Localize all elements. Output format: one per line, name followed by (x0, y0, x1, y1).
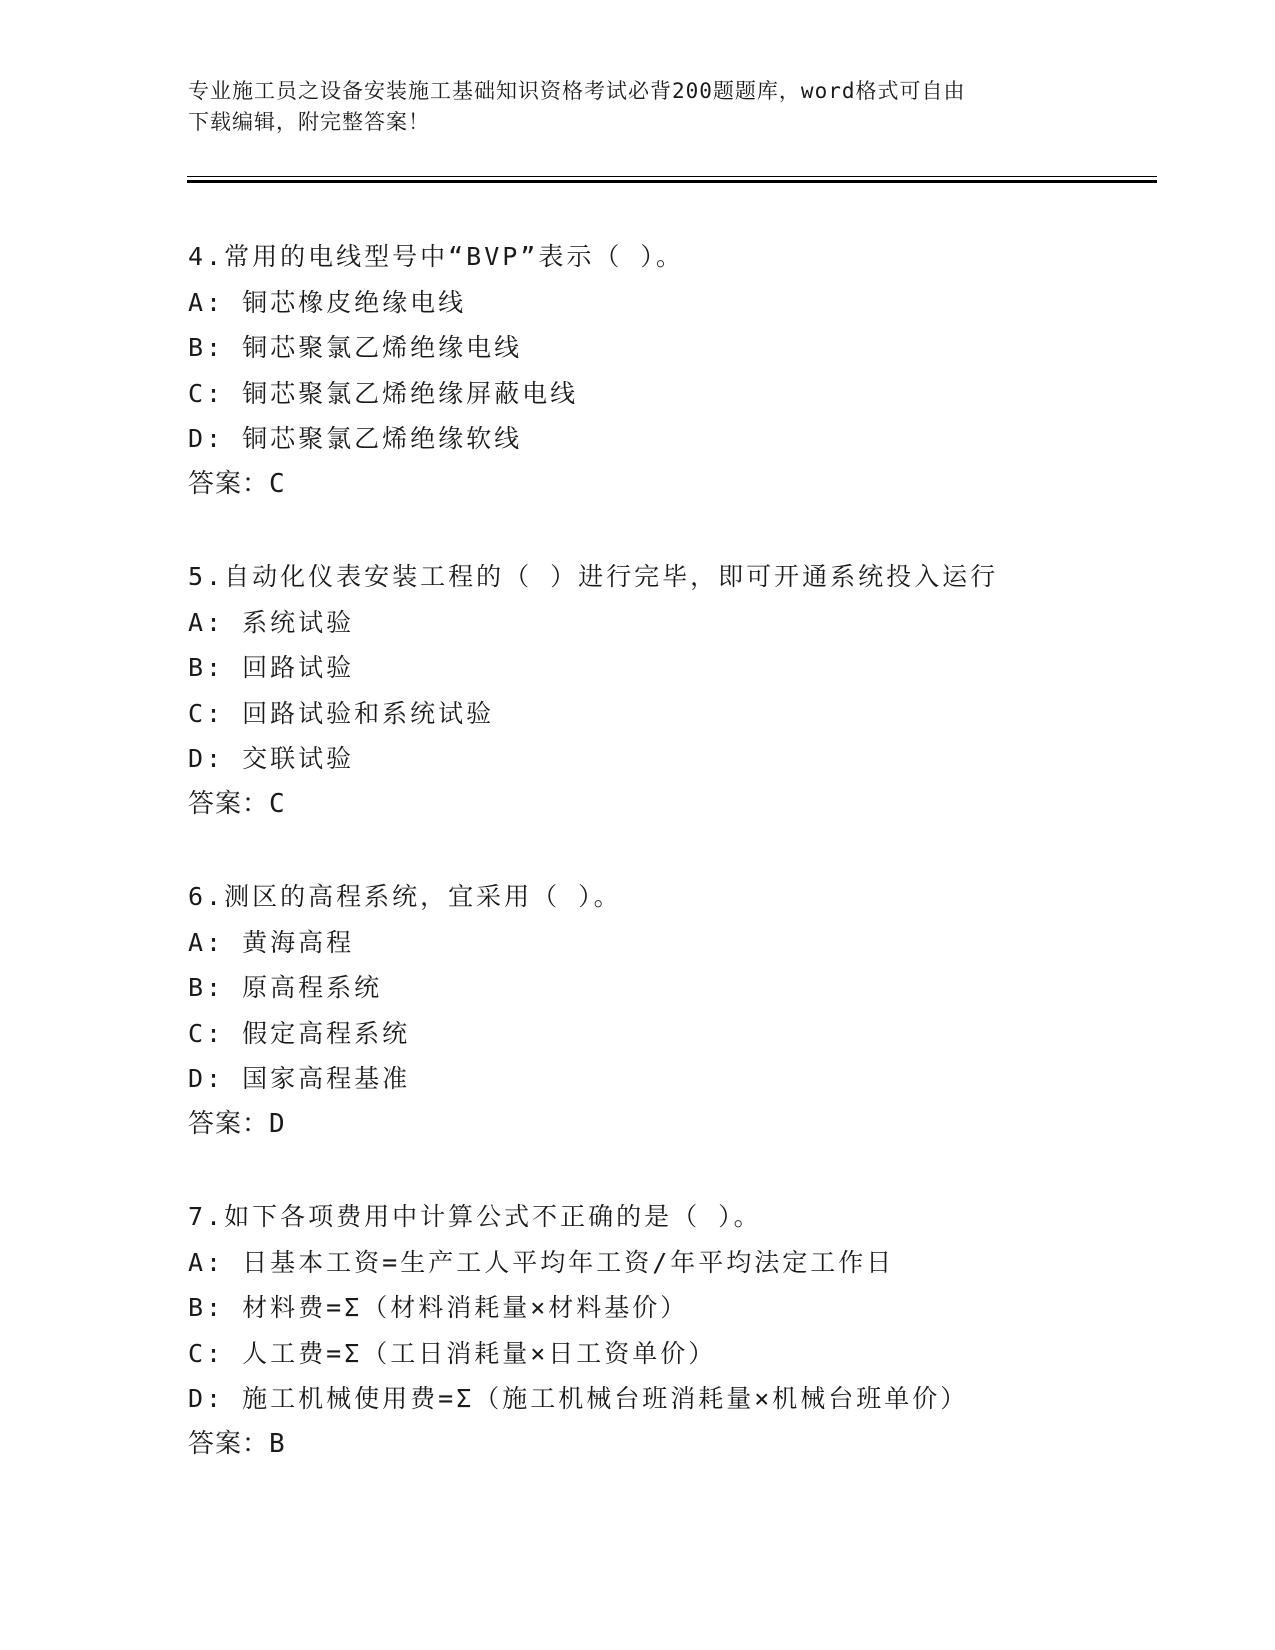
option-b: B: 材料费=Σ（材料消耗量×材料基价） (188, 1293, 689, 1322)
header-divider-thick (187, 180, 1157, 183)
option-d: D: 铜芯聚氯乙烯绝缘软线 (188, 424, 523, 453)
option-d: D: 国家高程基准 (188, 1064, 411, 1093)
header-line-2: 下载编辑，附完整答案！ (188, 110, 430, 134)
question-7 (188, 1194, 1148, 1467)
option-c: C: 假定高程系统 (188, 1018, 411, 1048)
question-5 (188, 554, 1148, 827)
option-c: C: 人工费=Σ（工日消耗量×日工资单价） (188, 1338, 717, 1368)
option-c: C: 回路试验和系统试验 (188, 698, 495, 728)
option-d: D: 施工机械使用费=Σ（施工机械台班消耗量×机械台班单价） (188, 1384, 969, 1413)
question-stem: 6.测区的高程系统，宜采用（ ）。 (188, 882, 622, 911)
option-a: A: 铜芯橡皮绝缘电线 (188, 287, 467, 317)
answer-label: 答案： (188, 788, 270, 819)
answer-value: D (269, 1108, 286, 1139)
answer-line (188, 1102, 1148, 1148)
answer-value: C (269, 468, 286, 499)
answer-value: C (269, 788, 286, 819)
option-c: C: 铜芯聚氯乙烯绝缘屏蔽电线 (188, 378, 579, 408)
answer-label: 答案： (188, 1108, 270, 1139)
answer-line (188, 782, 1148, 828)
option-b: B: 原高程系统 (188, 973, 383, 1002)
header-line-1: 专业施工员之设备安装施工基础知识资格考试必背200题题库，word格式可自由 (188, 79, 966, 103)
option-a: A: 日基本工资=生产工人平均年工资/年平均法定工作日 (188, 1247, 895, 1277)
question-stem: 4.常用的电线型号中“BVP”表示（ ）。 (188, 242, 684, 271)
question-4 (188, 234, 1148, 507)
answer-line (188, 1422, 1148, 1468)
question-6 (188, 874, 1148, 1147)
option-d: D: 交联试验 (188, 744, 355, 773)
option-a: A: 黄海高程 (188, 927, 355, 957)
header-divider-thin (187, 176, 1157, 177)
option-b: B: 回路试验 (188, 653, 355, 682)
document-header (188, 76, 1088, 138)
answer-value: B (269, 1428, 286, 1459)
answer-label: 答案： (188, 468, 270, 499)
option-b: B: 铜芯聚氯乙烯绝缘电线 (188, 333, 523, 362)
question-stem: 7.如下各项费用中计算公式不正确的是（ ）。 (188, 1202, 762, 1231)
answer-label: 答案： (188, 1428, 270, 1459)
answer-line (188, 462, 1148, 508)
question-stem: 5.自动化仪表安装工程的（ ）进行完毕，即可开通系统投入运行 (188, 562, 999, 591)
option-a: A: 系统试验 (188, 607, 355, 637)
